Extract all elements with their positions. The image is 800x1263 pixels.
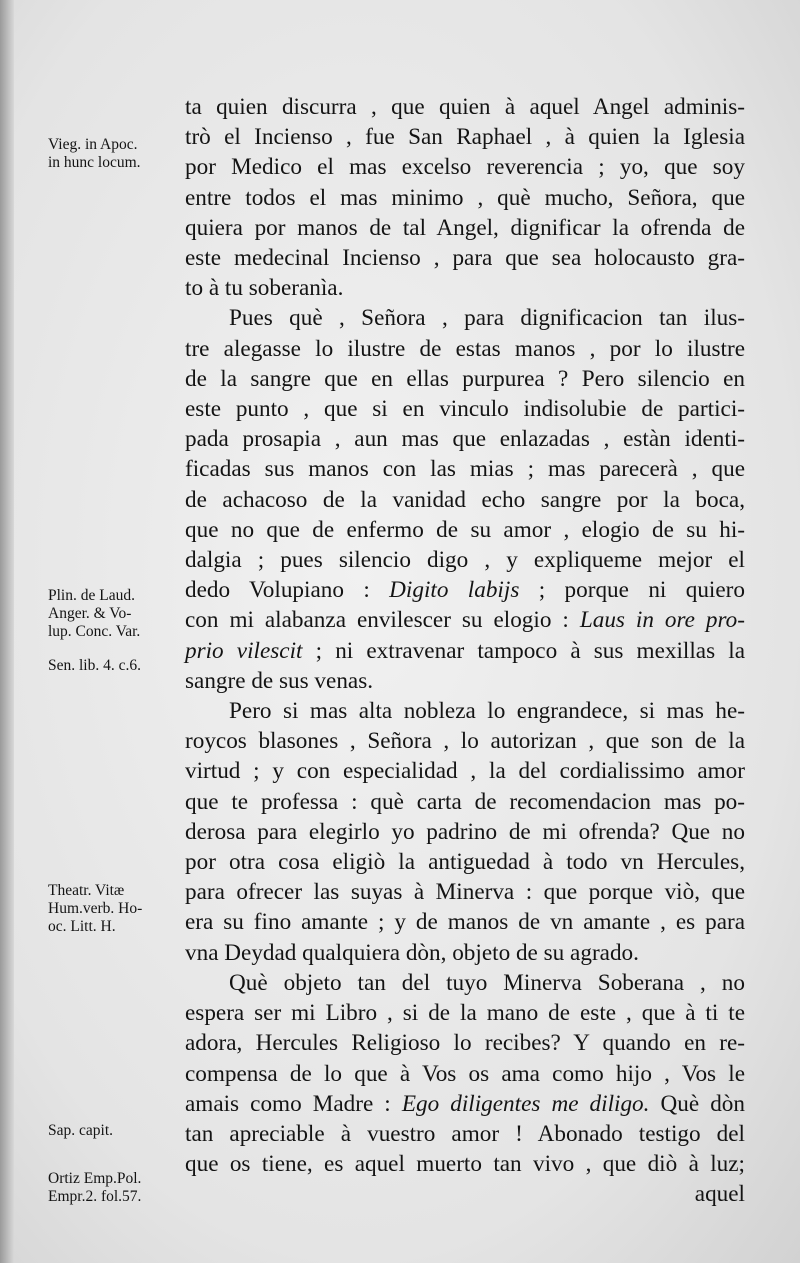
margin-note: Sen. lib. 4. c.6.: [48, 657, 141, 674]
text-line: que te professa : què carta de recomendacion mas po-: [185, 788, 745, 815]
text-line: trò el Incienso , fue San Raphael , à quien la Iglesia: [185, 124, 745, 151]
margin-note: Vieg. in Apoc. in hunc locum.: [48, 136, 141, 171]
text-line: por otra cosa eligiò la antiguedad à todo vn Hercules,: [185, 849, 745, 876]
text-line: que no que de enfermo de su amor , elogio de su hi-: [185, 516, 745, 543]
paragraph-start-line: Què objeto tan del tuyo Minerva Soberana , no: [229, 969, 745, 996]
text-line: de achacoso de la vanidad echo sangre por la boca,: [185, 486, 745, 513]
text-line: roycos blasones , Señora , lo autorizan , que son de la: [185, 728, 745, 755]
text-line: derosa para elegirlo yo padrino de mi ofrenda? Que no: [185, 818, 745, 845]
text-line: entre todos el mas minimo , què mucho, Señora, que: [185, 184, 745, 211]
text-line: vna Deydad qualquiera dòn, objeto de su agrado.: [185, 939, 639, 966]
margin-note: Sap. capit.: [48, 1122, 113, 1139]
paragraph-start-line: Pues què , Señora , para dignificacion tan ilus-: [229, 305, 745, 332]
text-line: compensa de lo que à Vos os ama como hijo , Vos le: [185, 1060, 745, 1087]
text-line: era su fino amante ; y de manos de vn amante , es para: [185, 909, 745, 936]
text-line-latin-quote: amais como Madre : Ego diligentes me diligo. Què dòn: [185, 1090, 745, 1117]
page-binding-shadow: [0, 0, 14, 1263]
latin-quote: Ego diligentes me diligo.: [401, 1090, 650, 1117]
margin-note: Theatr. Vitæ Hum.verb. Ho- oc. Litt. H.: [48, 882, 143, 935]
text-line: espera ser mi Libro , si de la mano de este , que à ti te: [185, 1000, 745, 1027]
latin-quote: prio vilescit: [185, 637, 303, 664]
text-line: tre alegasse lo ilustre de estas manos , por lo ilustre: [185, 335, 745, 362]
text-line: tan apreciable à vuestro amor ! Abonado testigo del: [185, 1120, 745, 1147]
text-line: este punto , que si en vinculo indisolubie de partici-: [185, 396, 745, 423]
text-line-latin-quote: con mi alabanza envilescer su elogio : Laus in ore pro-: [185, 607, 745, 634]
text-line: que os tiene, es aquel muerto tan vivo , que diò à luz;: [185, 1151, 745, 1178]
text-line: sangre de sus venas.: [185, 667, 374, 694]
text-line: virtud ; y con especialidad , la del cordialissimo amor: [185, 758, 745, 785]
latin-quote: Laus in ore pro-: [579, 607, 745, 634]
text-line: ficadas sus manos con las mias ; mas parecerà , que: [185, 456, 745, 483]
margin-note: Plin. de Laud. Anger. & Vo- lup. Conc. Var.: [48, 587, 141, 640]
text-line-latin-quote: prio vilescit ; ni extravenar tampoco à sus mexillas la: [185, 637, 745, 664]
text-line: pada prosapia , aun mas que enlazadas , estàn identi-: [185, 426, 745, 453]
text-line: dalgia ; pues silencio digo , y expliqueme mejor el: [185, 547, 745, 574]
main-text-block: [185, 92, 745, 1210]
text-line: para ofrecer las suyas à Minerva : que porque viò, que: [185, 879, 745, 906]
paragraph-start-line: Pero si mas alta nobleza lo engrandece, si mas he-: [229, 698, 745, 725]
text-line: de la sangre que en ellas purpurea ? Pero silencio en: [185, 365, 745, 392]
text-line: to à tu soberanìa.: [185, 275, 344, 302]
text-line: ta quien discurra , que quien à aquel Angel adminis-: [185, 94, 745, 120]
text-line: quiera por manos de tal Angel, dignificar la ofrenda de: [185, 214, 745, 241]
latin-quote: Digito labijs: [389, 577, 520, 604]
text-line: este medecinal Incienso , para que sea holocausto gra-: [185, 245, 745, 272]
text-line: adora, Hercules Religioso lo recibes? Y quando en re-: [185, 1030, 745, 1057]
margin-note: Ortiz Emp.Pol. Empr.2. fol.57.: [48, 1170, 142, 1205]
text-line: por Medico el mas excelso reverencia ; yo, que soy: [185, 154, 745, 181]
catchword: aquel: [694, 1181, 745, 1208]
text-line-latin-quote: dedo Volupiano : Digito labijs ; porque ni quiero: [185, 577, 745, 604]
